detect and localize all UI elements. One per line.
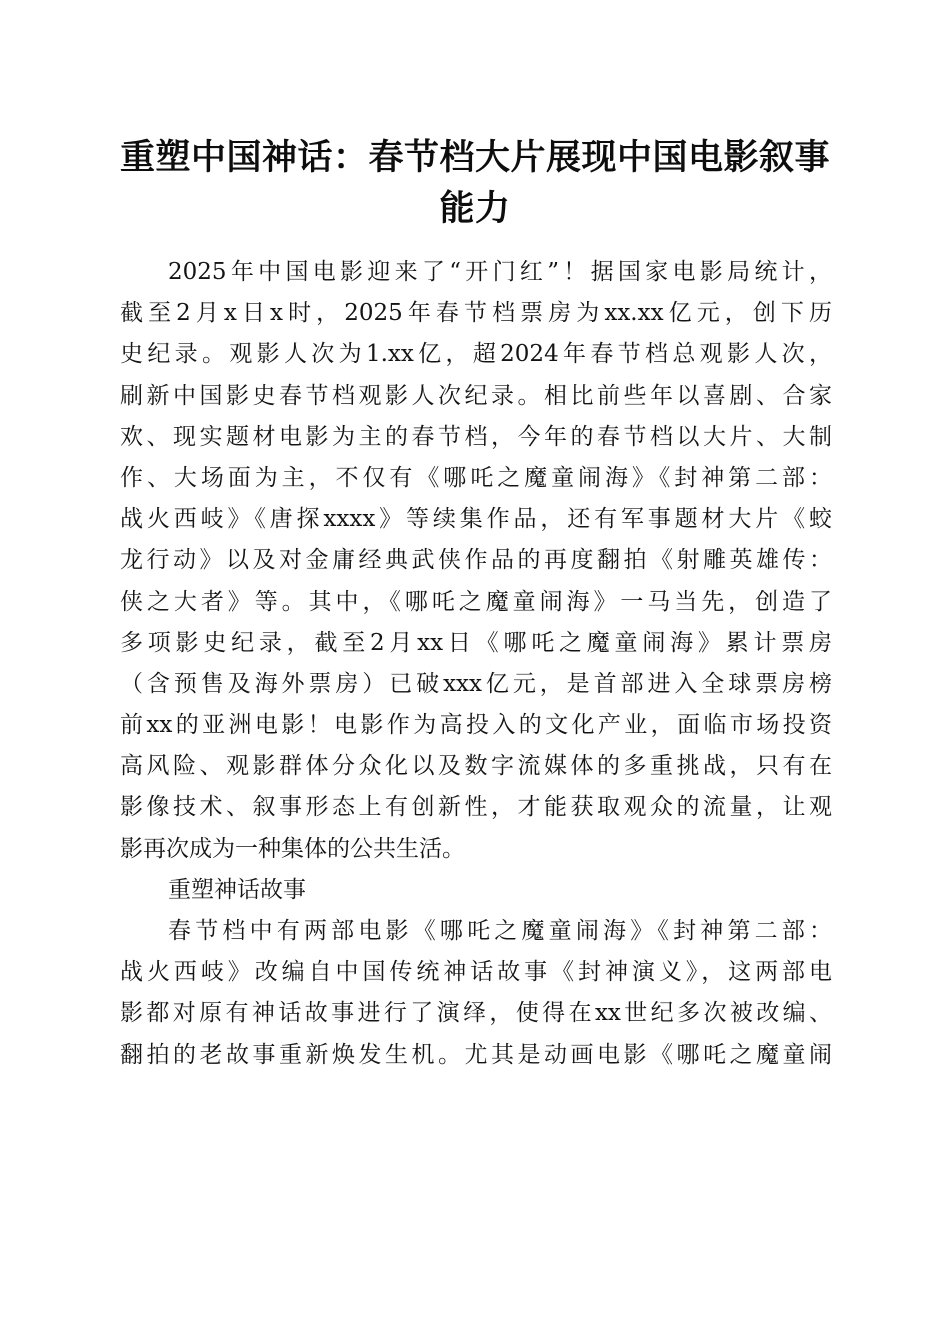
body-text — [120, 252, 832, 1076]
paragraph-1-line: 多项影史纪录，截至2月xx日《哪吒之魔童闹海》累计票房 — [120, 629, 832, 656]
title-line-1: 重塑中国神话：春节档大片展现中国电影叙事 — [119, 137, 830, 178]
paragraph-2-line: 影都对原有神话故事进行了演绎，使得在xx世纪多次被改编、 — [120, 1000, 832, 1027]
paragraph-1-line: 影再次成为一种集体的公共生活。 — [120, 835, 465, 862]
page-title — [110, 132, 840, 234]
paragraph-1-line: 刷新中国影史春节档观影人次纪录。相比前些年以喜剧、合家 — [120, 382, 832, 409]
paragraph-1-line: 前xx的亚洲电影！电影作为高投入的文化产业，面临市场投资 — [120, 712, 832, 739]
paragraph-1-line: 影像技术、叙事形态上有创新性，才能获取观众的流量，让观 — [120, 794, 832, 821]
paragraph-2-line: 战火西岐》改编自中国传统神话故事《封神演义》，这两部电 — [120, 959, 832, 986]
paragraph-1-line: 高风险、观影群体分众化以及数字流媒体的多重挑战，只有在 — [120, 753, 832, 780]
title-line-2: 能力 — [439, 188, 511, 229]
paragraph-2-line: 春节档中有两部电影《哪吒之魔童闹海》《封神第二部： — [168, 918, 832, 944]
paragraph-1-line: （含预售及海外票房）已破xxx亿元，是首部进入全球票房榜 — [120, 670, 832, 697]
paragraph-1-line: 侠之大者》等。其中，《哪吒之魔童闹海》一马当先，创造了 — [120, 588, 832, 615]
paragraph-1-line: 龙行动》以及对金庸经典武侠作品的再度翻拍《射雕英雄传： — [120, 547, 832, 574]
paragraph-1-line: 2025年中国电影迎来了“开门红”！据国家电影局统计， — [168, 259, 832, 285]
paragraph-1-line: 欢、现实题材电影为主的春节档，今年的春节档以大片、大制 — [120, 423, 832, 450]
paragraph-1-line: 战火西岐》《唐探xxxx》等续集作品，还有军事题材大片《蛟 — [120, 506, 832, 533]
paragraph-1-line: 史纪录。观影人次为1.xx亿，超2024年春节档总观影人次， — [120, 341, 832, 368]
paragraph-2-line: 翻拍的老故事重新焕发生机。尤其是动画电影《哪吒之魔童闹 — [120, 1041, 832, 1068]
paragraph-1-line: 作、大场面为主，不仅有《哪吒之魔童闹海》《封神第二部： — [120, 464, 832, 491]
paragraph-1-line: 截至2月x日x时，2025年春节档票房为xx.xx亿元，创下历 — [120, 300, 832, 327]
section-heading: 重塑神话故事 — [168, 876, 306, 903]
